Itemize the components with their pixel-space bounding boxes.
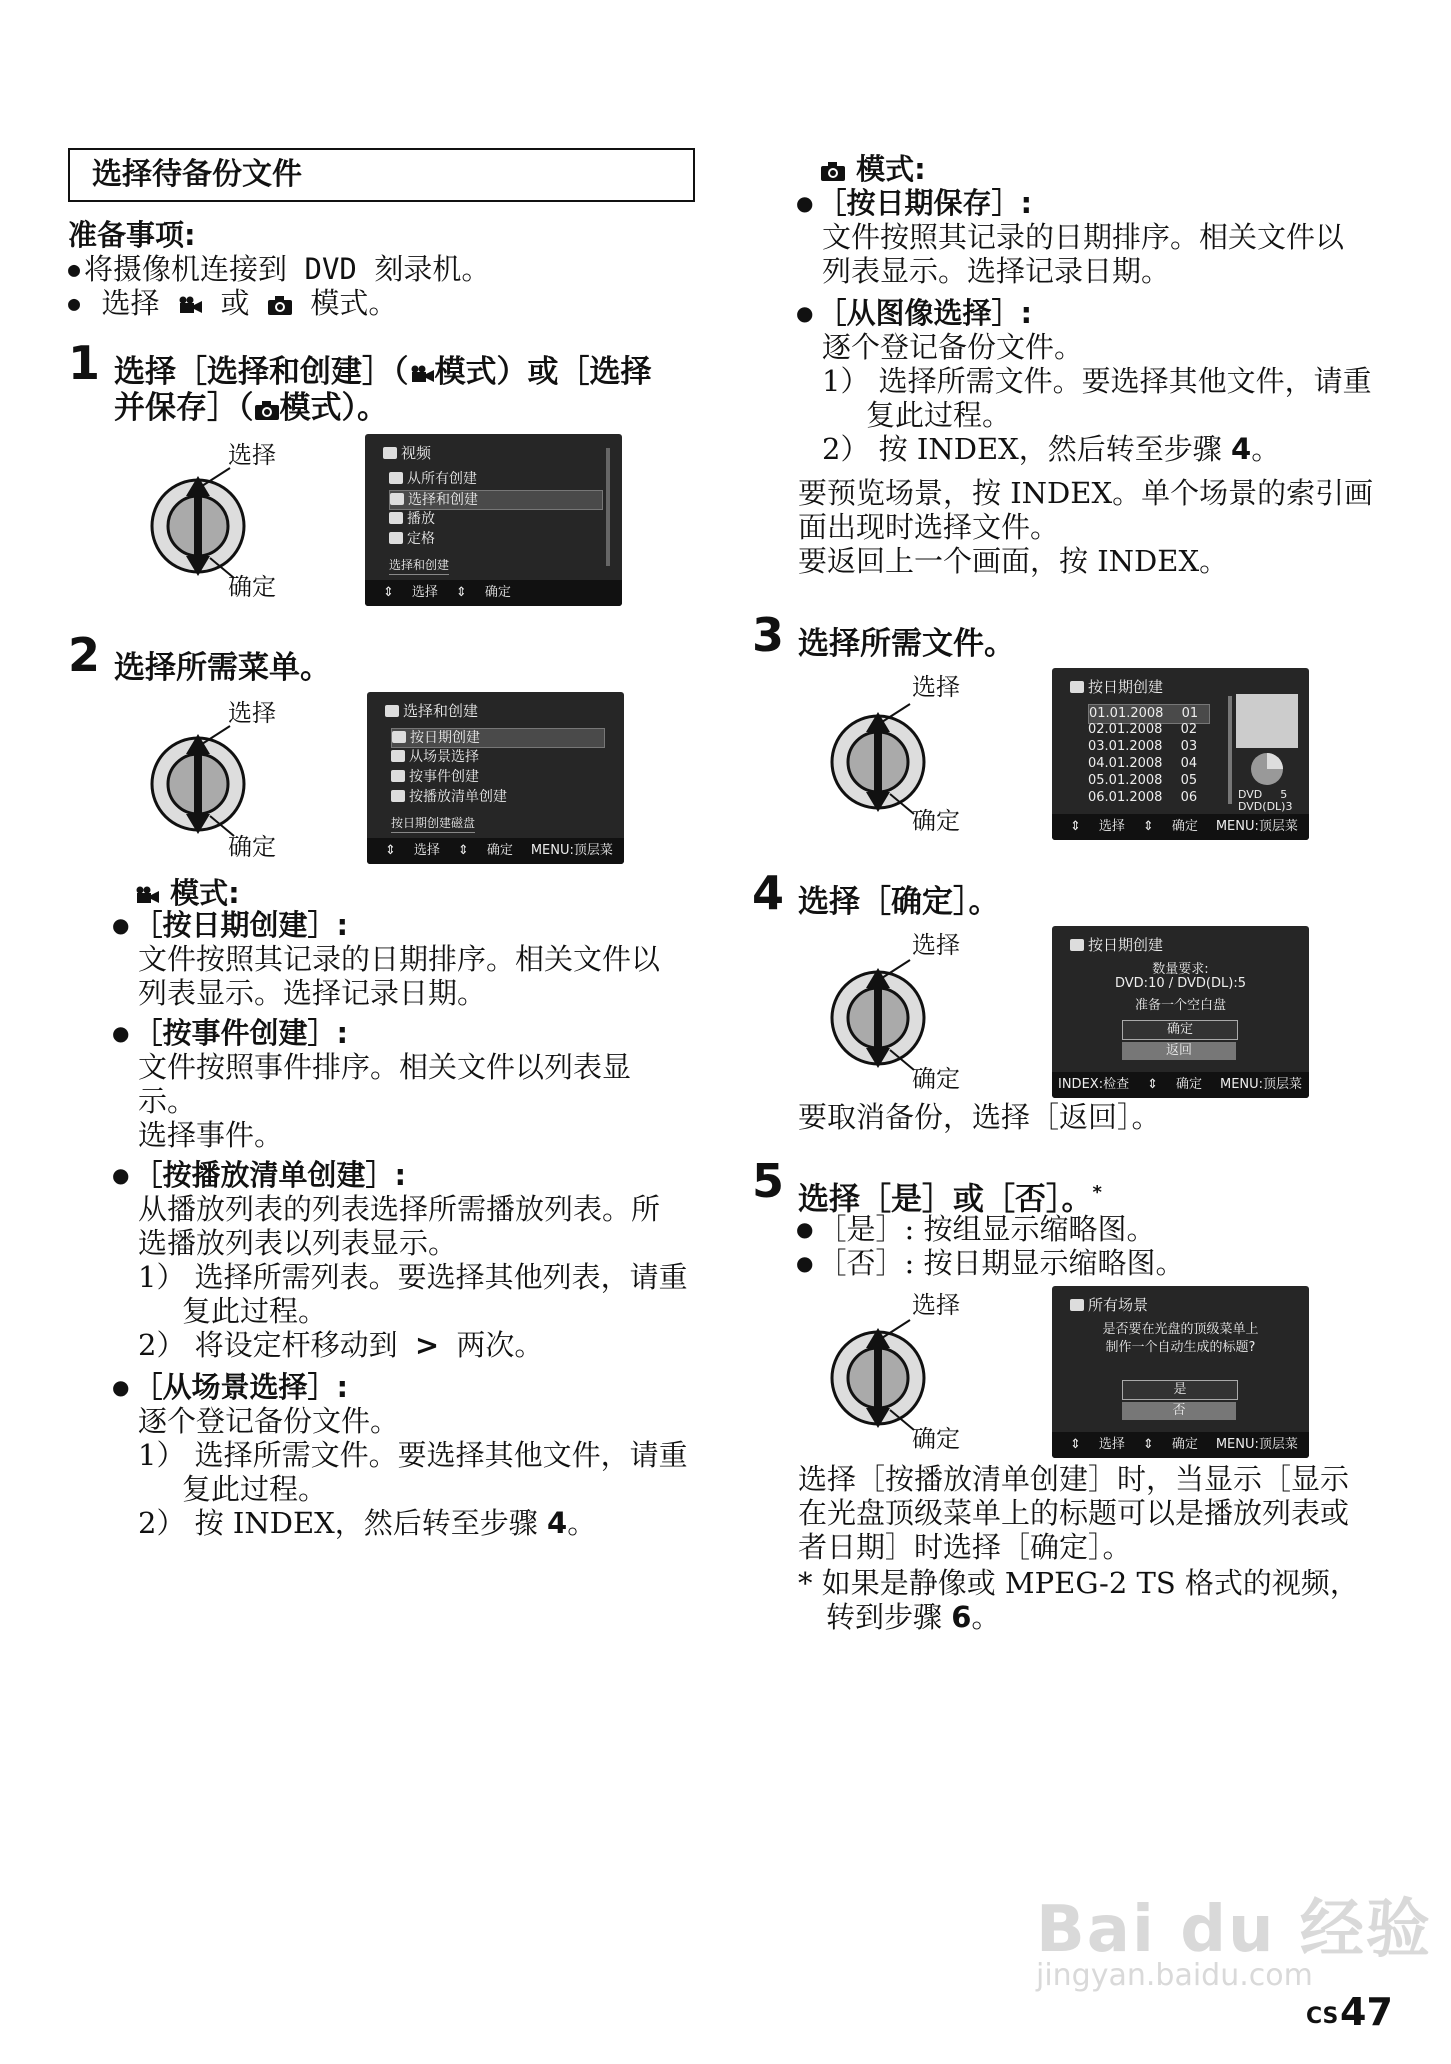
still-camera-icon (254, 392, 280, 412)
step-4-number: 4 (752, 866, 785, 920)
video-camera-icon (409, 356, 435, 376)
menu-item[interactable]: 从所有创建 (389, 470, 477, 488)
date-row[interactable]: 04.01.2008 04 (1088, 756, 1198, 771)
save-by-date-head: ● ［按日期保存］: (796, 186, 1032, 220)
date-row[interactable]: 05.01.2008 05 (1088, 773, 1198, 788)
by-event-line: 选择事件。 (138, 1118, 284, 1152)
step-5-note: 选择［按播放清单创建］时，当显示［显示 (798, 1462, 1350, 1496)
by-playlist-line: 从播放列表的列表选择所需播放列表。所 (138, 1192, 661, 1226)
menu-icon (390, 493, 404, 505)
screen-footer: ⇕ 选择 ⇕ 确定 MENU:顶层菜 (1052, 814, 1309, 840)
video-icon (385, 705, 399, 717)
hint-label: 选择和创建 (389, 556, 449, 575)
playlist-icon (391, 790, 405, 802)
by-date-line: 文件按照其记录的日期排序。相关文件以 (138, 942, 661, 976)
no-button[interactable]: 否 (1122, 1402, 1236, 1420)
screen-footer: ⇕ 选择 ⇕ 确定 MENU:顶层菜 (367, 838, 624, 864)
still-camera-icon (267, 288, 293, 308)
menu-item[interactable]: 按事件创建 (391, 768, 479, 786)
camera-screen-step5: 所有场景 是否要在光盘的顶级菜单上 制作一个自动生成的标题? 是 否 ⇕ 选择 ⇕ 确定 MENU:顶层菜 (1052, 1286, 1309, 1458)
video-icon (1070, 1299, 1084, 1311)
control-dial (830, 1290, 990, 1460)
step-1-title-line2: 并保存］（ 模式）。 (114, 390, 388, 426)
from-scene-sub: 复此过程。 (182, 1472, 328, 1506)
prompt-line: 是否要在光盘的顶级菜单上 (1102, 1322, 1259, 1337)
camera-screen-step2: 选择和创建 按日期创建 从场景选择 按事件创建 按播放清单创建 按日期创建磁盘 ⇕ 选择 ⇕ 确定 MENU:顶层菜 (367, 692, 624, 864)
no-option-desc: ● ［否］: 按日期显示缩略图。 (796, 1246, 1184, 1280)
hint-label: 按日期创建磁盘 (391, 814, 475, 833)
prep-item-2: ● 选择 或 模式。 (68, 286, 397, 320)
video-camera-icon (134, 878, 160, 898)
screen-footer: ⇕ 选择 ⇕ 确定 (365, 580, 622, 606)
yes-option-desc: ● ［是］: 按组显示缩略图。 (796, 1212, 1155, 1246)
dial-label-confirm: 确定 (228, 833, 276, 861)
dial-label-select: 选择 (912, 931, 960, 959)
step-4-note: 要取消备份，选择［返回］。 (798, 1100, 1161, 1134)
ok-button[interactable]: 确定 (1122, 1020, 1238, 1040)
control-dial (830, 674, 990, 844)
requirement-label: 数量要求: (1152, 962, 1209, 977)
save-by-date-line: 列表显示。选择记录日期。 (822, 254, 1171, 288)
video-camera-icon (177, 288, 203, 308)
menu-item-selected[interactable]: 选择和创建 (389, 490, 603, 510)
preview-line: 要预览场景，按 INDEX。单个场景的索引画 (798, 476, 1374, 510)
requirement-value: DVD:10 / DVD(DL):5 (1115, 976, 1246, 991)
step-3-title: 选择所需文件。 (798, 626, 1015, 662)
by-event-head: ● ［按事件创建］: (112, 1016, 348, 1050)
menu-item[interactable]: 从场景选择 (391, 748, 479, 766)
from-image-sub: 复此过程。 (866, 398, 1012, 432)
play-icon (389, 512, 403, 524)
scrollbar[interactable] (606, 448, 610, 566)
step-2-title: 选择所需菜单。 (114, 650, 331, 686)
control-dial (830, 930, 990, 1100)
back-button[interactable]: 返回 (1122, 1042, 1236, 1060)
scene-icon (391, 750, 405, 762)
footnote: * 如果是静像或 MPEG-2 TS 格式的视频， (798, 1566, 1359, 1600)
dial-label-select: 选择 (912, 673, 960, 701)
joystick-icon (830, 930, 990, 1100)
dial-label-confirm: 确定 (912, 1065, 960, 1093)
preview-line: 面出现时选择文件。 (798, 510, 1060, 544)
menu-item-selected[interactable]: 按日期创建 (391, 728, 605, 748)
video-icon (1070, 681, 1084, 693)
prep-title: 准备事项: (68, 218, 196, 252)
page-lang: CS (1306, 2004, 1339, 2029)
thumbnail-image (1236, 694, 1298, 748)
prep-item-1: ● 将摄像机连接到 DVD 刻录机。 (68, 252, 490, 286)
scrollbar[interactable] (1228, 696, 1232, 804)
from-image-sub: 1） 选择所需文件。要选择其他文件，请重 (822, 364, 1372, 398)
joystick-icon (830, 674, 990, 844)
from-image-head: ● ［从图像选择］: (796, 296, 1032, 330)
from-scene-sub: 1） 选择所需文件。要选择其他文件，请重 (138, 1438, 688, 1472)
video-icon (383, 447, 397, 459)
save-by-date-line: 文件按照其记录的日期排序。相关文件以 (822, 220, 1345, 254)
step-5-number: 5 (752, 1154, 785, 1208)
screen-footer: INDEX:检查 ⇕ 确定 MENU:顶层菜 (1052, 1072, 1309, 1098)
by-date-head: ● ［按日期创建］: (112, 908, 348, 942)
by-event-line: 文件按照事件排序。相关文件以列表显 (138, 1050, 632, 1084)
step-5-note: 在光盘顶级菜单上的标题可以是播放列表或 (798, 1496, 1350, 1530)
step-5-note: 者日期］时选择［确定］。 (798, 1530, 1132, 1564)
by-playlist-line: 选播放列表以列表显示。 (138, 1226, 458, 1260)
camera-screen-step4: 按日期创建 数量要求: DVD:10 / DVD(DL):5 准备一个空白盘 确定 返回 INDEX:检查 ⇕ 确定 MENU:顶层菜 (1052, 926, 1309, 1098)
by-playlist-sub: 1） 选择所需列表。要选择其他列表，请重 (138, 1260, 688, 1294)
dial-label-select: 选择 (228, 441, 276, 469)
joystick-icon (830, 1290, 990, 1460)
screen-footer: ⇕ 选择 ⇕ 确定 MENU:顶层菜 (1052, 1432, 1309, 1458)
menu-icon (389, 472, 403, 484)
chevron-right-icon: > (414, 1328, 440, 1362)
menu-item[interactable]: 定格 (389, 530, 435, 548)
from-scene-sub: 2） 按 INDEX，然后转至步骤 4。 (138, 1506, 597, 1540)
date-row-selected[interactable]: 01.01.2008 01 (1088, 704, 1210, 724)
video-mode-label: 模式: (134, 876, 240, 910)
menu-item[interactable]: 播放 (389, 510, 435, 528)
finalize-icon (389, 532, 403, 544)
requirement-note: 准备一个空白盘 (1134, 998, 1226, 1013)
still-camera-icon (820, 154, 846, 174)
step-5-title: 选择［是］或［否］。* (798, 1181, 1102, 1218)
date-row[interactable]: 06.01.2008 06 (1088, 790, 1198, 805)
date-icon (392, 731, 406, 743)
step-4-title: 选择［确定］。 (798, 884, 1000, 920)
date-row[interactable]: 02.01.2008 02 (1088, 722, 1198, 737)
by-playlist-sub: 2） 将设定杆移动到 > 两次。 (138, 1328, 544, 1362)
photo-mode-label: 模式: (820, 152, 926, 186)
dial-label-select: 选择 (912, 1291, 960, 1319)
video-icon (1070, 939, 1084, 951)
by-event-line: 示。 (138, 1084, 197, 1118)
section-header: 选择待备份文件 (68, 148, 695, 202)
date-row[interactable]: 03.01.2008 03 (1088, 739, 1198, 754)
step-3-number: 3 (752, 608, 785, 662)
footnote: 转到步骤 6。 (826, 1600, 1001, 1634)
from-scene-head: ● ［从场景选择］: (112, 1370, 348, 1404)
by-date-line: 列表显示。选择记录日期。 (138, 976, 487, 1010)
by-playlist-sub: 复此过程。 (182, 1294, 328, 1328)
dial-label-select: 选择 (228, 699, 276, 727)
from-image-line: 逐个登记备份文件。 (822, 330, 1084, 364)
dial-label-confirm: 确定 (912, 1425, 960, 1453)
camera-screen-step3: 按日期创建 01.01.2008 01 02.01.2008 02 03.01.2008 03 04.01.2008 04 05.01.2008 05 06.01.2008 06 DVD 5 DVD(DL)3 ⇕ 选择 ⇕ 确定 MENU:顶层菜 (1052, 668, 1309, 840)
event-icon (391, 770, 405, 782)
dial-label-confirm: 确定 (912, 807, 960, 835)
disc-count-dvd: DVD 5 (1238, 788, 1288, 801)
from-image-sub: 2） 按 INDEX，然后转至步骤 4。 (822, 432, 1281, 466)
step-2-number: 2 (68, 628, 101, 682)
camera-screen-step1: 视频 从所有创建 选择和创建 播放 定格 选择和创建 ⇕ 选择 ⇕ 确定 (365, 434, 622, 606)
watermark-url: jingyan.baidu.com (1036, 1958, 1313, 1993)
page-number: 47 (1340, 1990, 1393, 2034)
menu-item[interactable]: 按播放清单创建 (391, 788, 507, 806)
by-playlist-head: ● ［按播放清单创建］: (112, 1158, 406, 1192)
yes-button[interactable]: 是 (1122, 1380, 1238, 1400)
from-scene-line: 逐个登记备份文件。 (138, 1404, 400, 1438)
watermark-logo: Bai du 经验 (1036, 1893, 1432, 1967)
disc-pie-icon (1242, 752, 1292, 786)
step-1-number: 1 (68, 336, 101, 390)
dial-label-confirm: 确定 (228, 573, 276, 601)
prompt-line: 制作一个自动生成的标题? (1105, 1340, 1256, 1355)
disc-count-dvddl: DVD(DL)3 (1238, 800, 1293, 813)
preview-line: 要返回上一个画面，按 INDEX。 (798, 544, 1229, 578)
step-1-title-line1: 选择［选择和创建］（ 模式）或［选择 (114, 354, 652, 390)
